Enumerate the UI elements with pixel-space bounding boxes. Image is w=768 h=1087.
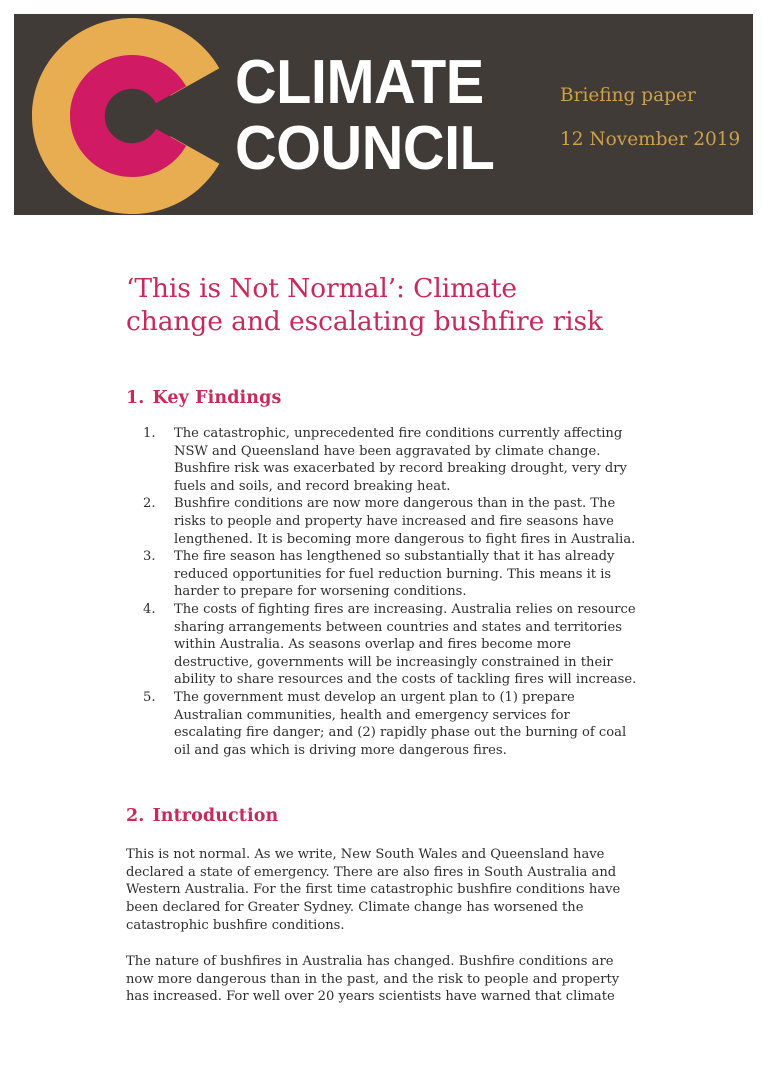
header-banner [14,14,753,215]
climate-council-wordmark [235,48,523,183]
document-kind-label: Briefing paper [560,85,696,106]
section-heading-introduction [126,805,641,827]
key-findings-list [126,425,641,759]
list-item: Bushfire conditions are now more dangerous than in the past. The risks to people and property have increased and fire seasons have lengthened. It is becoming more dangerous to fight fires in Australia. [174,496,636,547]
list-item: The government must develop an urgent plan to (1) prepare Australian communities, health and emergency services for escalating fire danger; and (2) rapidly phase out the burning of coal oil and gas which is driving more dangerous fires. [174,689,627,758]
page-title-line-2: change and escalating bushfire risk [126,306,603,337]
climate-council-logo-icon [32,18,232,214]
section-title-1: Key Findings [152,388,282,408]
publication-date-label: 12 November 2019 [560,129,741,150]
intro-paragraph: The nature of bushfires in Australia has changed. Bushfire conditions are now more dangerous than in the past, and the risk to people and property has increased. For well over 20 years scientists have warned that climate [126,954,620,1005]
page-title-line-1: ‘This is Not Normal’: Climate [126,273,517,304]
list-item: The catastrophic, unprecedented fire conditions currently affecting NSW and Queensland have been aggravated by climate change. Bushfire risk was exacerbated by record breaking drought, very dry fuels and soils, and record breaking heat. [174,426,627,494]
section-number-2: 2. [126,806,145,827]
list-item: The costs of fighting fires are increasing. Australia relies on resource sharing arrangements between countries and states and territories within Australia. As seasons overlap and fires become more destructive, governments will be increasingly constrained in their ability to share resources and the costs of tackling fires will increase. [174,601,637,688]
section-heading-key-findings [126,387,641,409]
document-content [126,272,641,1006]
banner-meta [560,86,750,150]
wordmark-line-council: COUNCIL [235,114,495,183]
section-title-2: Introduction [152,806,279,827]
intro-paragraph: This is not normal. As we write, New South Wales and Queensland have declared a state of emergency. There are also fires in South Australia and Western Australia. For the first time catastrophic bushfire conditions have been declared for Greater Sydney. Climate change has worsened the catastrophic bushfire conditions. [126,847,621,933]
logo-inner-ring-icon [70,55,194,177]
section-number-1: 1. [126,388,145,408]
list-item: The fire season has lengthened so substantially that it has already reduced opportunities for fuel reduction burning. This means it is harder to prepare for worsening conditions. [174,549,615,600]
wordmark-line-climate: CLIMATE [235,48,484,117]
page-title [126,272,641,338]
